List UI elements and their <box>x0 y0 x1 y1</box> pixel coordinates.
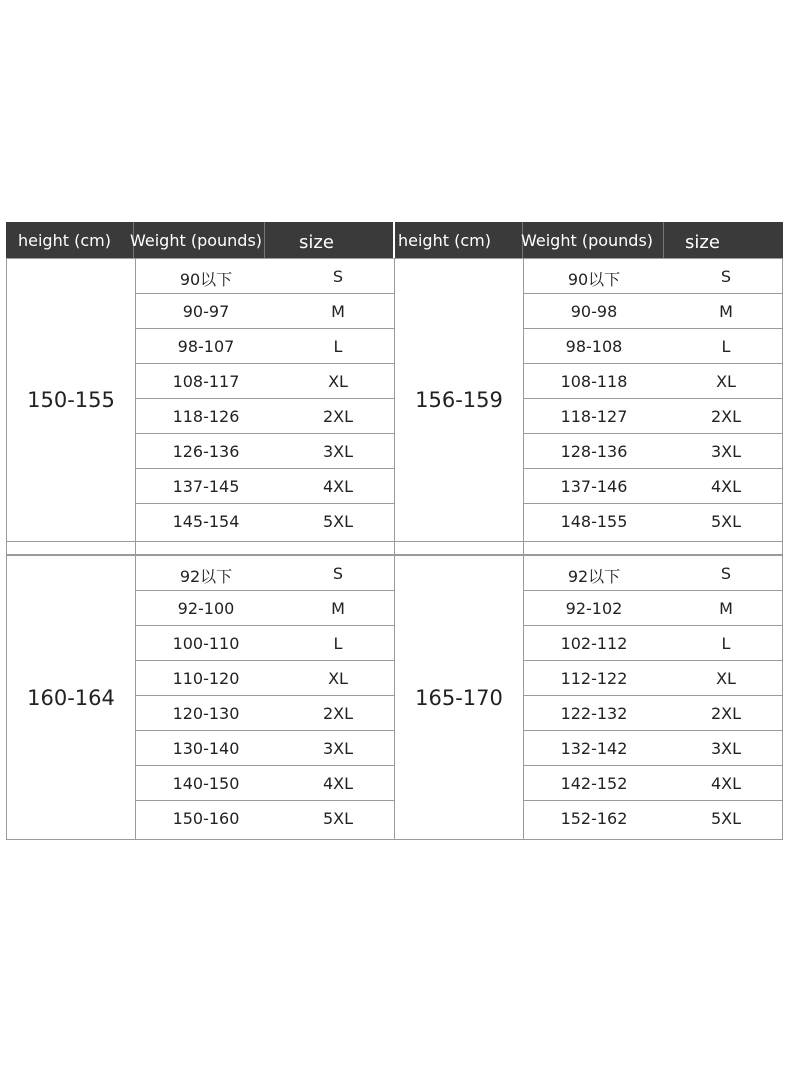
size-cell: S <box>720 564 732 583</box>
weight-cell: 118-126 <box>172 407 240 426</box>
size-block-160-164 <box>6 555 395 840</box>
table-row <box>524 801 782 836</box>
size-block-165-170 <box>394 555 783 840</box>
table-row <box>136 591 394 626</box>
table-row <box>136 696 394 731</box>
table-row <box>136 434 394 469</box>
header-divider <box>663 222 664 258</box>
table-row <box>524 469 782 504</box>
table-row <box>524 661 782 696</box>
weight-cell: 118-127 <box>560 407 628 426</box>
weight-cell: 102-112 <box>560 634 628 653</box>
table-row <box>524 434 782 469</box>
header-size-label: size <box>299 232 334 253</box>
size-cell: 2XL <box>322 704 354 723</box>
size-block-156-159 <box>394 258 783 542</box>
table-row <box>524 731 782 766</box>
weight-cell: 145-154 <box>172 512 240 531</box>
weight-cell: 140-150 <box>172 774 240 793</box>
weight-cell: 142-152 <box>560 774 628 793</box>
size-cell: L <box>333 634 343 653</box>
size-cell: S <box>332 267 344 286</box>
size-cell: L <box>721 337 731 356</box>
weight-cell: 90-98 <box>570 302 618 321</box>
height-range-cell: 156-159 <box>395 259 524 541</box>
size-cell: M <box>331 599 345 618</box>
header-size-label: size <box>685 232 720 253</box>
size-cell: XL <box>716 372 736 391</box>
table-row <box>524 696 782 731</box>
height-range-cell: 160-164 <box>7 556 136 839</box>
size-cell: 5XL <box>322 512 354 531</box>
rows-container <box>136 259 394 541</box>
weight-cell: 108-117 <box>172 372 240 391</box>
size-cell: 4XL <box>322 477 354 496</box>
size-cell: M <box>719 599 733 618</box>
weight-cell: 132-142 <box>560 739 628 758</box>
size-cell: M <box>719 302 733 321</box>
table-row <box>136 259 394 294</box>
header-weight-label: Weight (pounds) <box>521 231 654 250</box>
table-row <box>524 556 782 591</box>
divider-line <box>135 541 136 555</box>
size-cell: 4XL <box>710 477 742 496</box>
table-row <box>524 364 782 399</box>
size-cell: 2XL <box>710 407 742 426</box>
table-row <box>524 591 782 626</box>
weight-cell: 92-100 <box>177 599 235 618</box>
divider-line <box>6 541 7 555</box>
weight-cell: 110-120 <box>172 669 240 688</box>
weight-cell: 90-97 <box>182 302 230 321</box>
size-cell: 5XL <box>710 512 742 531</box>
weight-cell: 137-146 <box>560 477 628 496</box>
table-row <box>136 801 394 836</box>
weight-cell: 100-110 <box>172 634 240 653</box>
size-cell: S <box>332 564 344 583</box>
weight-cell: 92-102 <box>565 599 623 618</box>
weight-cell: 130-140 <box>172 739 240 758</box>
weight-cell: 90以下 <box>179 270 233 289</box>
size-cell: M <box>331 302 345 321</box>
weight-cell: 126-136 <box>172 442 240 461</box>
divider-line <box>394 541 395 555</box>
size-cell: 4XL <box>322 774 354 793</box>
table-row <box>136 504 394 539</box>
table-row <box>524 399 782 434</box>
weight-cell: 98-108 <box>565 337 623 356</box>
header-height-label: height (cm) <box>398 231 491 250</box>
weight-cell: 152-162 <box>560 809 628 828</box>
header-height-label: height (cm) <box>18 231 111 250</box>
size-block-150-155 <box>6 258 395 542</box>
table-row <box>136 399 394 434</box>
size-cell: 5XL <box>322 809 354 828</box>
table-row <box>136 626 394 661</box>
size-cell: XL <box>328 669 348 688</box>
size-cell: L <box>721 634 731 653</box>
height-range-cell: 165-170 <box>395 556 524 839</box>
size-cell: 3XL <box>710 739 742 758</box>
table-row <box>136 556 394 591</box>
table-row <box>524 329 782 364</box>
size-cell: 4XL <box>710 774 742 793</box>
table-row <box>524 259 782 294</box>
table-row <box>136 294 394 329</box>
table-row <box>524 504 782 539</box>
weight-cell: 148-155 <box>560 512 628 531</box>
table-row <box>524 626 782 661</box>
weight-cell: 122-132 <box>560 704 628 723</box>
table-row <box>524 294 782 329</box>
weight-cell: 112-122 <box>560 669 628 688</box>
table-row <box>136 329 394 364</box>
size-cell: 3XL <box>322 442 354 461</box>
weight-cell: 108-118 <box>560 372 628 391</box>
weight-cell: 92以下 <box>567 567 621 586</box>
table-row <box>136 469 394 504</box>
table-row <box>136 364 394 399</box>
header-left <box>6 222 393 258</box>
size-cell: 5XL <box>710 809 742 828</box>
rows-container <box>524 556 782 839</box>
header-divider <box>264 222 265 258</box>
table-row <box>136 661 394 696</box>
size-cell: 3XL <box>710 442 742 461</box>
header-weight-label: Weight (pounds) <box>130 231 263 250</box>
size-cell: 3XL <box>322 739 354 758</box>
divider-line <box>523 541 524 555</box>
size-cell: XL <box>716 669 736 688</box>
size-cell: XL <box>328 372 348 391</box>
size-chart-table <box>6 222 783 840</box>
table-row <box>524 766 782 801</box>
rows-container <box>136 556 394 839</box>
rows-container <box>524 259 782 541</box>
size-cell: L <box>333 337 343 356</box>
table-row <box>136 731 394 766</box>
divider-line <box>782 541 783 555</box>
weight-cell: 98-107 <box>177 337 235 356</box>
weight-cell: 150-160 <box>172 809 240 828</box>
height-range-cell: 150-155 <box>7 259 136 541</box>
header-right <box>395 222 783 258</box>
table-row <box>136 766 394 801</box>
weight-cell: 90以下 <box>567 270 621 289</box>
weight-cell: 92以下 <box>179 567 233 586</box>
weight-cell: 128-136 <box>560 442 628 461</box>
size-cell: S <box>720 267 732 286</box>
size-cell: 2XL <box>322 407 354 426</box>
size-cell: 2XL <box>710 704 742 723</box>
weight-cell: 120-130 <box>172 704 240 723</box>
weight-cell: 137-145 <box>172 477 240 496</box>
